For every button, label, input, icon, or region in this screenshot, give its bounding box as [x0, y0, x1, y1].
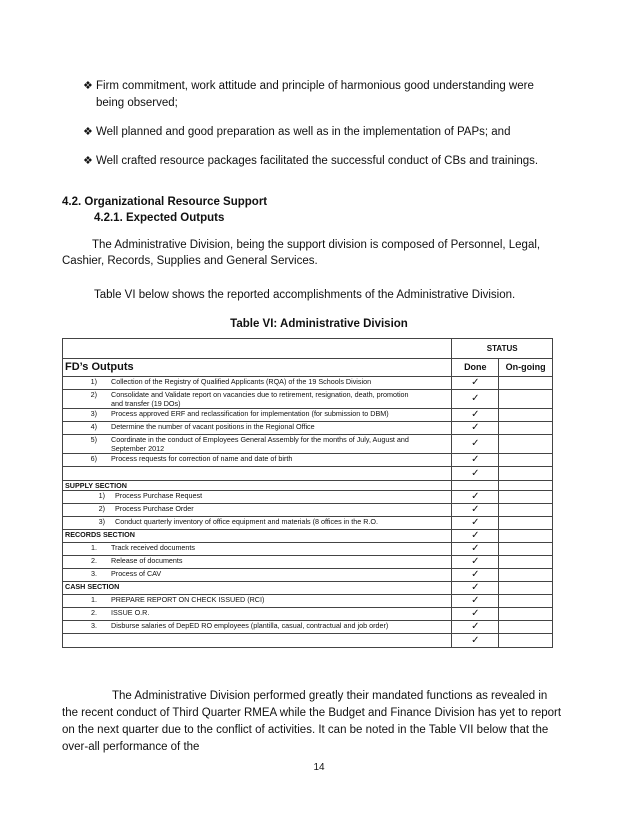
ongoing-cell [499, 504, 553, 517]
ongoing-cell [499, 422, 553, 435]
section-label: CASH SECTION [63, 582, 452, 595]
checkmark-icon: ✓ [471, 517, 480, 528]
item-text: Coordinate in the conduct of Employees General Assembly for the months of July, August and September 2012 [111, 435, 409, 453]
checkmark-icon: ✓ [471, 491, 480, 502]
table-row [63, 409, 553, 422]
done-check-cell [452, 530, 499, 543]
table-row [63, 582, 553, 595]
done-check-cell [452, 481, 499, 491]
table-row [63, 481, 553, 491]
checkmark-icon: ✓ [471, 634, 480, 646]
ongoing-cell [499, 390, 553, 409]
ongoing-cell [499, 409, 553, 422]
ongoing-cell [499, 481, 553, 491]
output-cell [63, 517, 452, 530]
table-row [63, 467, 553, 481]
table-row [63, 595, 553, 608]
table-caption: Table VI: Administrative Division [230, 318, 408, 330]
checkmark-icon: ✓ [471, 556, 480, 567]
item-number: 1. [91, 543, 97, 552]
blank-cell [63, 634, 452, 648]
checkmark-icon: ✓ [471, 504, 480, 515]
intro-paragraph: The Administrative Division, being the support division is composed of Personnel, Legal, Cashier, Records, Supplies and General Services. [62, 239, 541, 267]
page-number: 14 [313, 762, 325, 773]
section-label: RECORDS SECTION [63, 530, 452, 543]
item-text: Process Purchase Order [115, 504, 194, 513]
item-number: 6) [90, 454, 97, 463]
admin-division-table [62, 338, 553, 648]
checkmark-icon: ✓ [471, 454, 480, 465]
section-subheading: 4.2.1. Expected Outputs [94, 212, 225, 224]
item-text: Consolidate and Validate report on vacancies due to retirement, resignation, death, promotion and transfer (19 DOs) [111, 390, 409, 408]
table-row [63, 569, 553, 582]
ongoing-cell [499, 435, 553, 454]
table-row [63, 621, 553, 634]
item-text: Process of CAV [111, 569, 162, 578]
ongoing-header: On-going [499, 359, 553, 377]
item-number: 2) [90, 390, 97, 399]
done-check-cell [452, 543, 499, 556]
done-check-cell [452, 422, 499, 435]
item-text: Disburse salaries of DepED RO employees (plantilla, casual, contractual and job order) [111, 621, 389, 630]
table-row [63, 504, 553, 517]
ongoing-cell [499, 634, 553, 648]
done-check-cell [452, 634, 499, 648]
ongoing-cell [499, 454, 553, 467]
output-cell [63, 608, 452, 621]
done-check-cell [452, 556, 499, 569]
ongoing-cell [499, 491, 553, 504]
output-cell [63, 543, 452, 556]
bullet-item [83, 153, 556, 170]
table-body [63, 377, 553, 648]
output-cell [63, 556, 452, 569]
done-check-cell [452, 377, 499, 390]
item-number: 3. [91, 569, 97, 578]
diamond-bullet-icon: ❖ [83, 155, 93, 167]
ongoing-cell [499, 595, 553, 608]
checkmark-icon: ✓ [471, 377, 480, 388]
item-number: 2. [91, 556, 97, 565]
ongoing-cell [499, 543, 553, 556]
output-cell [63, 504, 452, 517]
table-row [63, 608, 553, 621]
table-row [63, 390, 553, 409]
item-text: Collection of the Registry of Qualified Applicants (RQA) of the 19 Schools Division [111, 377, 372, 386]
done-check-cell [452, 608, 499, 621]
output-cell [63, 435, 452, 454]
table-row [63, 543, 553, 556]
item-text: ISSUE O.R. [111, 608, 150, 617]
bullet-text: Well crafted resource packages facilitated the successful conduct of CBs and trainings. [96, 155, 539, 167]
ongoing-cell [499, 517, 553, 530]
item-number: 2) [98, 504, 105, 513]
header-blank-cell [63, 339, 452, 359]
item-text: Track received documents [111, 543, 196, 552]
checkmark-icon: ✓ [471, 608, 480, 619]
item-number: 4) [90, 422, 97, 431]
item-number: 5) [90, 435, 97, 444]
ongoing-cell [499, 582, 553, 595]
table-row [63, 634, 553, 648]
table-row [63, 377, 553, 390]
ongoing-cell [499, 467, 553, 481]
bullet-item [83, 124, 556, 141]
closing-paragraph: The Administrative Division performed greatly their mandated functions as revealed in the recent conduct of Third Quarter RMEA while the Budget and Finance Division has yet to report on the next quarter due to the conflict of activities. It can be noted in the Table VII below that the over-all performance of the [62, 690, 562, 753]
done-check-cell [452, 467, 499, 481]
ongoing-cell [499, 530, 553, 543]
ongoing-cell [499, 621, 553, 634]
output-cell [63, 390, 452, 409]
checkmark-icon: ✓ [471, 543, 480, 554]
item-text: PREPARE REPORT ON CHECK ISSUED (RCI) [111, 595, 265, 604]
done-check-cell [452, 569, 499, 582]
checkmark-icon: ✓ [471, 621, 480, 632]
status-header: STATUS [452, 339, 553, 359]
table-row [63, 491, 553, 504]
blank-cell [63, 467, 452, 481]
table-row [63, 422, 553, 435]
bullet-item [83, 78, 556, 112]
item-number: 3) [98, 517, 105, 526]
outputs-header: FD’s Outputs [63, 359, 452, 377]
output-cell [63, 422, 452, 435]
table-row [63, 435, 553, 454]
item-number: 3) [90, 409, 97, 418]
output-cell [63, 409, 452, 422]
done-check-cell [452, 454, 499, 467]
done-check-cell [452, 491, 499, 504]
checkmark-icon: ✓ [471, 595, 480, 606]
done-check-cell [452, 409, 499, 422]
section-label: SUPPLY SECTION [63, 481, 452, 491]
diamond-bullet-icon: ❖ [83, 126, 93, 138]
done-check-cell [452, 517, 499, 530]
table-row [63, 454, 553, 467]
output-cell [63, 569, 452, 582]
bullet-text: Well planned and good preparation as well as in the implementation of PAPs; and [96, 126, 511, 138]
checkmark-icon: ✓ [471, 530, 480, 541]
done-check-cell [452, 582, 499, 595]
output-cell [63, 454, 452, 467]
item-text: Release of documents [111, 556, 183, 565]
ongoing-cell [499, 556, 553, 569]
done-header: Done [452, 359, 499, 377]
checkmark-icon: ✓ [471, 438, 480, 449]
checkmark-icon: ✓ [471, 569, 480, 580]
item-text: Process approved ERF and reclassification for implementation (for submission to DBM) [111, 409, 389, 418]
item-text: Conduct quarterly inventory of office equipment and materials (8 offices in the R.O. [115, 517, 379, 526]
checkmark-icon: ✓ [471, 467, 480, 479]
bullet-text: Firm commitment, work attitude and principle of harmonious good understanding were being observed; [96, 80, 534, 109]
diamond-bullet-icon: ❖ [83, 80, 93, 92]
ongoing-cell [499, 569, 553, 582]
output-cell [63, 595, 452, 608]
item-number: 3. [91, 621, 97, 630]
section-heading: 4.2. Organizational Resource Support [62, 196, 268, 208]
checkmark-icon: ✓ [471, 409, 480, 420]
table-row [63, 556, 553, 569]
item-number: 1) [90, 377, 97, 386]
table-row [63, 530, 553, 543]
item-number: 1. [91, 595, 97, 604]
done-check-cell [452, 435, 499, 454]
checkmark-icon: ✓ [471, 582, 480, 593]
checkmark-icon: ✓ [471, 422, 480, 433]
output-cell [63, 621, 452, 634]
done-check-cell [452, 390, 499, 409]
item-text: Process Purchase Request [115, 491, 203, 500]
done-check-cell [452, 621, 499, 634]
item-text: Determine the number of vacant positions in the Regional Office [111, 422, 315, 431]
item-number: 1) [98, 491, 105, 500]
done-check-cell [452, 504, 499, 517]
table-row [63, 517, 553, 530]
checkmark-icon: ✓ [471, 393, 480, 404]
done-check-cell [452, 595, 499, 608]
output-cell [63, 491, 452, 504]
item-number: 2. [91, 608, 97, 617]
ongoing-cell [499, 608, 553, 621]
ongoing-cell [499, 377, 553, 390]
item-text: Process requests for correction of name and date of birth [111, 454, 293, 463]
output-cell [63, 377, 452, 390]
table-intro-paragraph: Table VI below shows the reported accomplishments of the Administrative Division. [94, 289, 516, 301]
